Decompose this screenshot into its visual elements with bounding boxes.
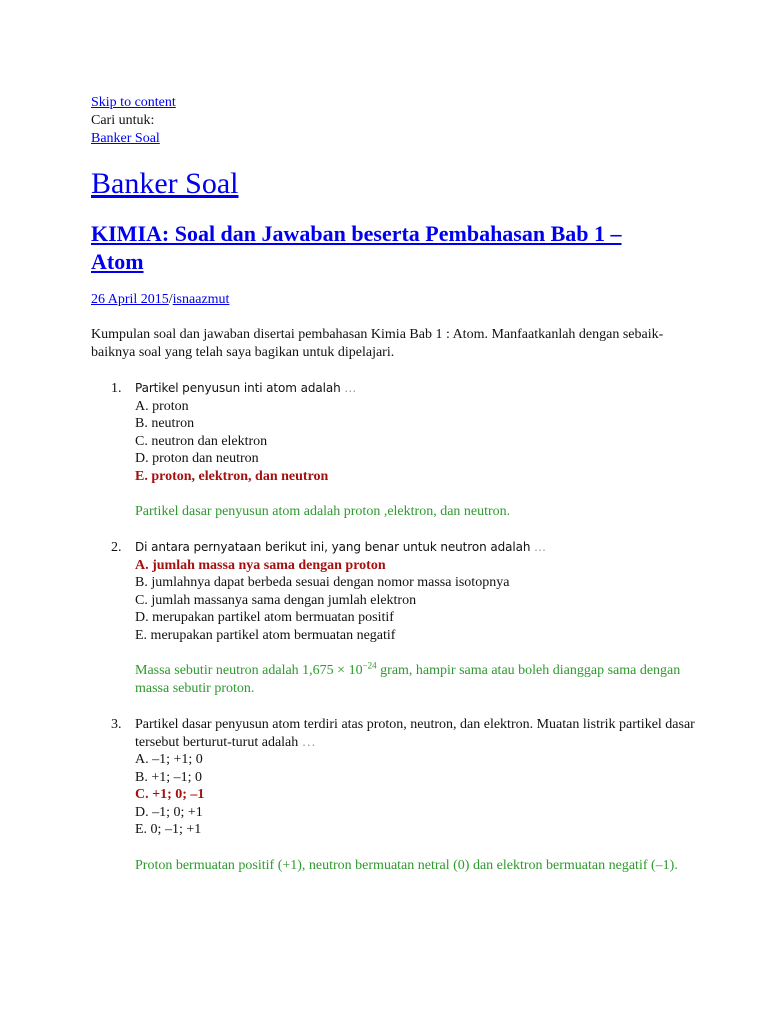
skip-to-content-link[interactable]: Skip to content [91, 95, 176, 110]
correct-option: A. jumlah massa nya sama dengan proton [135, 557, 386, 573]
option-d: D. proton dan neutron [135, 451, 259, 466]
site-link[interactable]: Banker Soal [91, 131, 160, 146]
option-a: A. proton [135, 398, 189, 414]
question-item [111, 539, 695, 698]
post-title-link[interactable]: KIMIA: Soal dan Jawaban beserta Pembahasan Bab 1 – Atom [91, 221, 622, 274]
site-title-link[interactable]: Banker Soal [91, 167, 239, 200]
question-text [135, 380, 695, 398]
explanation-text-rest: gram, hampir sama atau boleh dianggap sama dengan massa sebutir proton. [135, 663, 681, 696]
explanation [135, 503, 695, 521]
question-text [135, 539, 695, 557]
meta-separator: / [168, 292, 173, 307]
post-title [91, 220, 651, 276]
question-text-content: Di antara pernyataan berikut ini, yang benar untuk neutron adalah [135, 540, 531, 554]
ellipsis: … [530, 540, 546, 554]
question-text [135, 716, 695, 751]
explanation-text: Massa sebutir neutron adalah 1,675 × 10 [135, 663, 363, 678]
option-e: E. merupakan partikel atom bermuatan negatif [135, 627, 396, 643]
post-meta [91, 291, 229, 308]
search-label: Cari untuk: [91, 113, 155, 128]
site-title [91, 166, 238, 202]
question-list [111, 380, 695, 875]
post-date-link[interactable]: 26 April 2015 [91, 292, 169, 307]
option-a: A. –1; +1; 0 [135, 752, 203, 767]
exponent: −24 [362, 660, 377, 671]
question-number: 2. [111, 540, 122, 555]
post-intro: Kumpulan soal dan jawaban disertai pembahasan Kimia Bab 1 : Atom. Manfaatkanlah dengan sebaik-baiknya soal yang telah saya bagikan untuk dipelajari. [91, 327, 664, 360]
question-text-content: Partikel dasar penyusun atom terdiri atas proton, neutron, dan elektron. Muatan listrik partikel dasar tersebut berturut-turut adalah [135, 717, 695, 750]
explanation-text: Partikel dasar penyusun atom adalah proton ,elektron, dan neutron. [135, 504, 511, 519]
correct-option: C. +1; 0; –1 [135, 787, 205, 802]
explanation [135, 857, 695, 875]
question-number: 1. [111, 381, 122, 396]
option-e: E. 0; –1; +1 [135, 822, 202, 837]
question-number: 3. [111, 717, 122, 732]
post-author-link[interactable]: isnaazmut [172, 292, 230, 307]
option-c: C. neutron dan elektron [135, 433, 268, 449]
explanation [135, 662, 695, 698]
option-b: B. jumlahnya dapat berbeda sesuai dengan nomor massa isotopnya [135, 575, 510, 590]
option-d: D. merupakan partikel atom bermuatan positif [135, 610, 394, 625]
option-c: C. jumlah massanya sama dengan jumlah elektron [135, 592, 417, 608]
ellipsis: … [298, 734, 316, 750]
question-item [111, 716, 695, 875]
correct-option: E. proton, elektron, dan neutron [135, 468, 329, 484]
explanation-text: Proton bermuatan positif (+1), neutron bermuatan netral (0) dan elektron bermuatan negatif (–1). [135, 857, 678, 873]
option-b: B. +1; –1; 0 [135, 769, 203, 785]
option-b: B. neutron [135, 416, 195, 431]
option-d: D. –1; 0; +1 [135, 804, 203, 820]
question-text-content: Partikel penyusun inti atom adalah [135, 381, 341, 395]
question-item [111, 380, 695, 521]
ellipsis: … [340, 381, 357, 395]
